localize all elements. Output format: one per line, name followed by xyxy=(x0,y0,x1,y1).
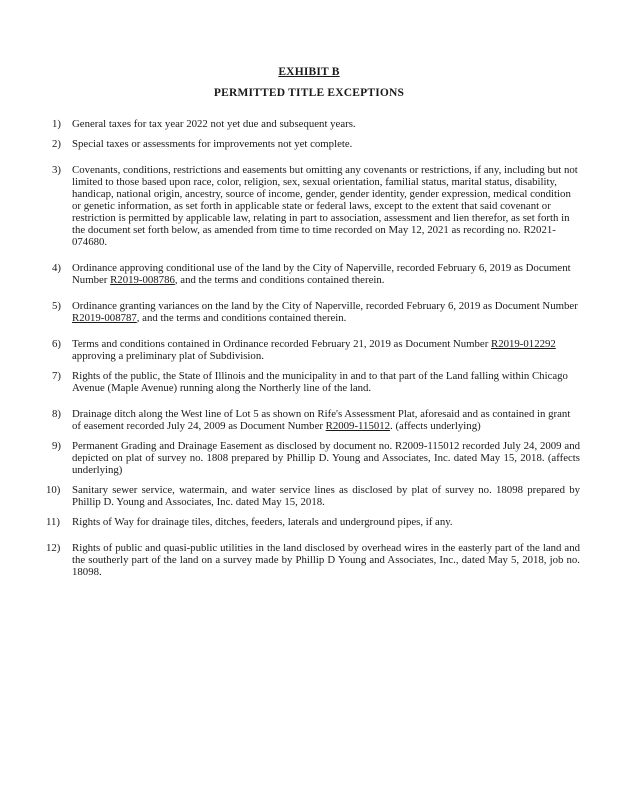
list-item xyxy=(0,164,580,248)
document-reference: R2019-008787 xyxy=(72,312,137,324)
list-item xyxy=(0,118,580,130)
item-number: 1) xyxy=(52,118,61,130)
item-text: Ordinance granting variances on the land by the City of Naperville, recorded February 6, 2019 as Document Number R2019-008787, and the terms and conditions contained therein. xyxy=(72,300,578,324)
list-item xyxy=(0,440,580,476)
item-number: 9) xyxy=(52,440,61,452)
section-title: PERMITTED TITLE EXCEPTIONS xyxy=(213,87,405,99)
item-text: Sanitary sewer service, watermain, and water service lines as disclosed by plat of survey no. 18098 prepared by Phillip D. Young and Associates, Inc. dated May 15, 2018. xyxy=(72,484,580,508)
list-item xyxy=(0,338,580,362)
item-number: 12) xyxy=(46,542,61,554)
item-text: Covenants, conditions, restrictions and easements but omitting any covenants or restrictions, if any, including but not limited to those based upon race, color, religion, sex, sexual orientation, familial status, marital status, disability, handicap, national origin, ancestry, source of income, gender, gender identity, gender expression, medical condition or genetic information, as set forth in applicable state or federal laws, except to the extent that said covenant or restriction is permitted by applicable law, relating in part to association, assessment and lien therefor, as set forth in the document set forth below, as amended from time to time recorded on May 12, 2021 as recording no. R2021-074680. xyxy=(72,164,578,248)
list-item xyxy=(0,408,580,432)
document-reference: R2019-008786 xyxy=(110,274,175,286)
item-number: 4) xyxy=(52,262,61,274)
item-number: 6) xyxy=(52,338,61,350)
item-text: Special taxes or assessments for improvements not yet complete. xyxy=(72,138,353,150)
item-number: 7) xyxy=(52,370,61,382)
exhibit-title: EXHIBIT B xyxy=(278,66,340,78)
list-item xyxy=(0,138,580,150)
list-item xyxy=(0,262,580,286)
list-item xyxy=(0,516,580,528)
item-number: 3) xyxy=(52,164,61,176)
list-item xyxy=(0,370,580,394)
item-number: 5) xyxy=(52,300,61,312)
document-reference: R2009-115012 xyxy=(325,420,391,432)
item-number: 2) xyxy=(52,138,61,150)
item-text: Rights of public and quasi-public utilities in the land disclosed by overhead wires in the easterly part of the land and the southerly part of the land on a survey made by Phillip D Young and Associates, Inc., dated May 5, 2018, job no. 18098. xyxy=(72,542,580,578)
list-item xyxy=(0,300,580,324)
item-text: Ordinance approving conditional use of the land by the City of Naperville, recorded February 6, 2019 as Document Number R2019-008786, and the terms and conditions contained therein. xyxy=(72,262,571,286)
item-text: Drainage ditch along the West line of Lot 5 as shown on Rife's Assessment Plat, aforesaid and as contained in grant of easement recorded July 24, 2009 as Document Number R2009-115012. (affects underlying) xyxy=(72,408,571,432)
item-text: Terms and conditions contained in Ordinance recorded February 21, 2019 as Document Number R2019-012292 approving a preliminary plat of Subdivision. xyxy=(72,338,556,362)
item-text: Rights of the public, the State of Illinois and the municipality in and to that part of the Land falling within Chicago Avenue (Maple Avenue) running along the Northerly line of the land. xyxy=(72,370,568,394)
list-item xyxy=(0,484,580,508)
exceptions-list xyxy=(0,118,618,578)
list-item xyxy=(0,542,580,578)
document-reference: R2019-012292 xyxy=(491,338,556,350)
item-text: Rights of Way for drainage tiles, ditches, feeders, laterals and underground pipes, if any. xyxy=(72,516,453,528)
item-number: 11) xyxy=(46,516,60,528)
item-number: 10) xyxy=(46,484,61,496)
item-text: General taxes for tax year 2022 not yet due and subsequent years. xyxy=(72,118,356,130)
item-text: Permanent Grading and Drainage Easement as disclosed by document no. R2009-115012 recorded July 24, 2009 and depicted on plat of survey no. 1808 prepared by Phillip D. Young and Associates, Inc. dated May 15, 2018. (affects underlying) xyxy=(72,440,580,476)
item-number: 8) xyxy=(52,408,61,420)
